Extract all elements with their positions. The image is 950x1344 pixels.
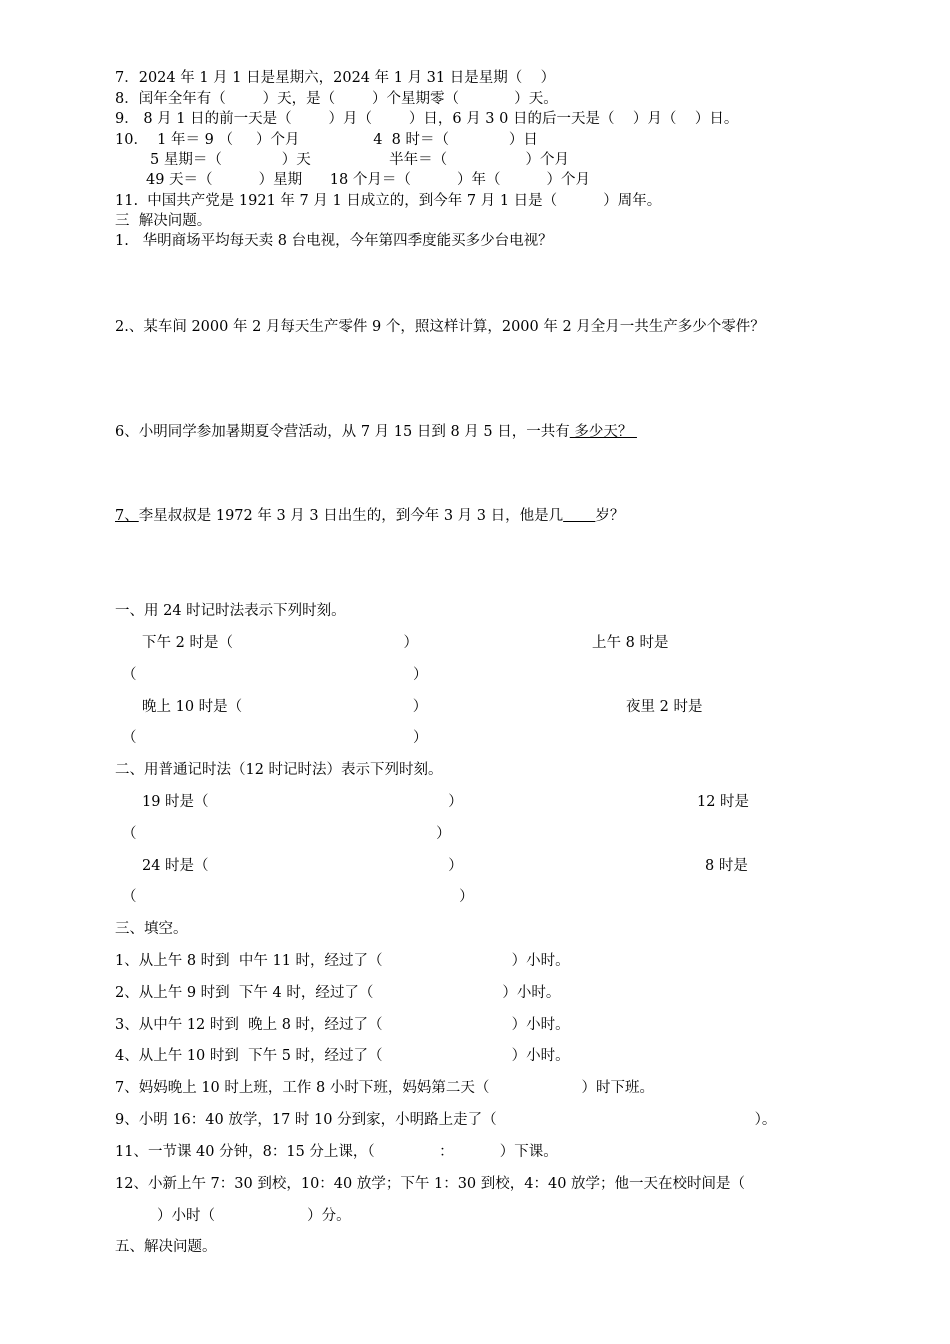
fill-question-12-cont: ）小时（ ）分。 — [157, 1208, 351, 1224]
part-1-item-b: 上午 8 时是 — [592, 635, 669, 651]
fill-question-1: 1、从上午 8 时到 中午 11 时，经过了（ ）小时。 — [115, 953, 570, 969]
problem-7 — [115, 506, 624, 526]
part-2-item-a: 19 时是（ ） — [142, 794, 463, 810]
part-2-item-d-blank: （ ） — [122, 889, 474, 905]
fill-question-2: 2、从上午 9 时到 下午 4 时，经过了（ ）小时。 — [115, 985, 561, 1001]
fill-question-12: 12、小新上午 7：30 到校，10：40 放学；下午 1：30 到校，4：40 放学；他一天在校时间是（ — [115, 1176, 746, 1192]
part-2-title: 二、用普通记时法（12 时记时法）表示下列时刻。 — [115, 762, 443, 778]
question-10-line-3: 49 天＝（ ）星期 18 个月＝（ ）年（ ）个月 — [146, 172, 591, 188]
fill-question-4: 4、从上午 10 时到 下午 5 时，经过了（ ）小时。 — [115, 1048, 570, 1064]
part-2-item-d: 8 时是 — [705, 858, 748, 874]
section-3-title: 三 解决问题。 — [115, 213, 212, 229]
question-10-line-2: 5 星期＝（ ）天 半年＝（ ）个月 — [150, 152, 569, 168]
part-2-item-c: 24 时是（ ） — [142, 858, 463, 874]
problem-7-text: 李星叔叔是 1972 年 3 月 3 日出生的，到今年 3 月 3 日，他是几 — [138, 508, 564, 524]
part-5-title: 五、解决问题。 — [115, 1239, 217, 1255]
fill-question-9: 9、小明 16：40 放学，17 时 10 分到家，小明路上走了（ ）。 — [115, 1112, 777, 1128]
problem-6-text: 6、小明同学参加暑期夏令营活动，从 7 月 15 日到 8 月 5 日，一共有 — [115, 424, 570, 440]
part-1-item-b-blank: （ ） — [122, 667, 428, 683]
part-1-title: 一、用 24 时记时法表示下列时刻。 — [115, 603, 346, 619]
problem-2: 2.、某车间 2000 年 2 月每天生产零件 9 个，照这样计算，2000 年 2 月全月一共生产多少个零件？ — [115, 319, 765, 335]
part-1-item-c: 晚上 10 时是（ ） — [142, 699, 428, 715]
part-1-item-d: 夜里 2 时是 — [626, 699, 703, 715]
part-2-item-b-blank: （ ） — [122, 826, 451, 842]
problem-7-number: 7、 — [115, 508, 139, 524]
problem-7-blank — [563, 508, 595, 524]
question-11: 11. 中国共产党是 1921 年 7 月 1 日成立的，到今年 7 月 1 日是（ ）周年。 — [115, 193, 662, 209]
fill-question-7: 7、妈妈晚上 10 时上班，工作 8 小时下班，妈妈第二天（ ）时下班。 — [115, 1080, 655, 1096]
part-3-title: 三、填空。 — [115, 921, 188, 937]
fill-question-3: 3、从中午 12 时到 晚上 8 时，经过了（ ）小时。 — [115, 1017, 570, 1033]
part-1-item-d-blank: （ ） — [122, 730, 428, 746]
problem-6 — [115, 422, 637, 442]
problem-6-underlined: 多少天？ — [569, 424, 637, 440]
part-1-item-a: 下午 2 时是（ ） — [142, 635, 418, 651]
question-8: 8．闰年全年有（ ）天，是（ ）个星期零（ ）天。 — [115, 91, 558, 107]
problem-7-end: 岁？ — [595, 508, 625, 524]
question-9: 9． 8 月 1 日的前一天是（ ）月（ ）日，6 月 3 0 日的后一天是（ ）月（ ）日。 — [115, 111, 739, 127]
fill-question-11: 11、一节课 40 分钟，8：15 分上课，（ ： ）下课。 — [115, 1144, 558, 1160]
question-10-line-1: 10． 1 年＝ 9 （ ）个月 4 8 时＝（ ）日 — [115, 132, 538, 148]
problem-1: 1. 华明商场平均每天卖 8 台电视，今年第四季度能买多少台电视？ — [115, 233, 553, 249]
question-7: 7．2024 年 1 月 1 日是星期六，2024 年 1 月 31 日是星期（ ） — [115, 70, 556, 86]
part-2-item-b: 12 时是 — [697, 794, 750, 810]
